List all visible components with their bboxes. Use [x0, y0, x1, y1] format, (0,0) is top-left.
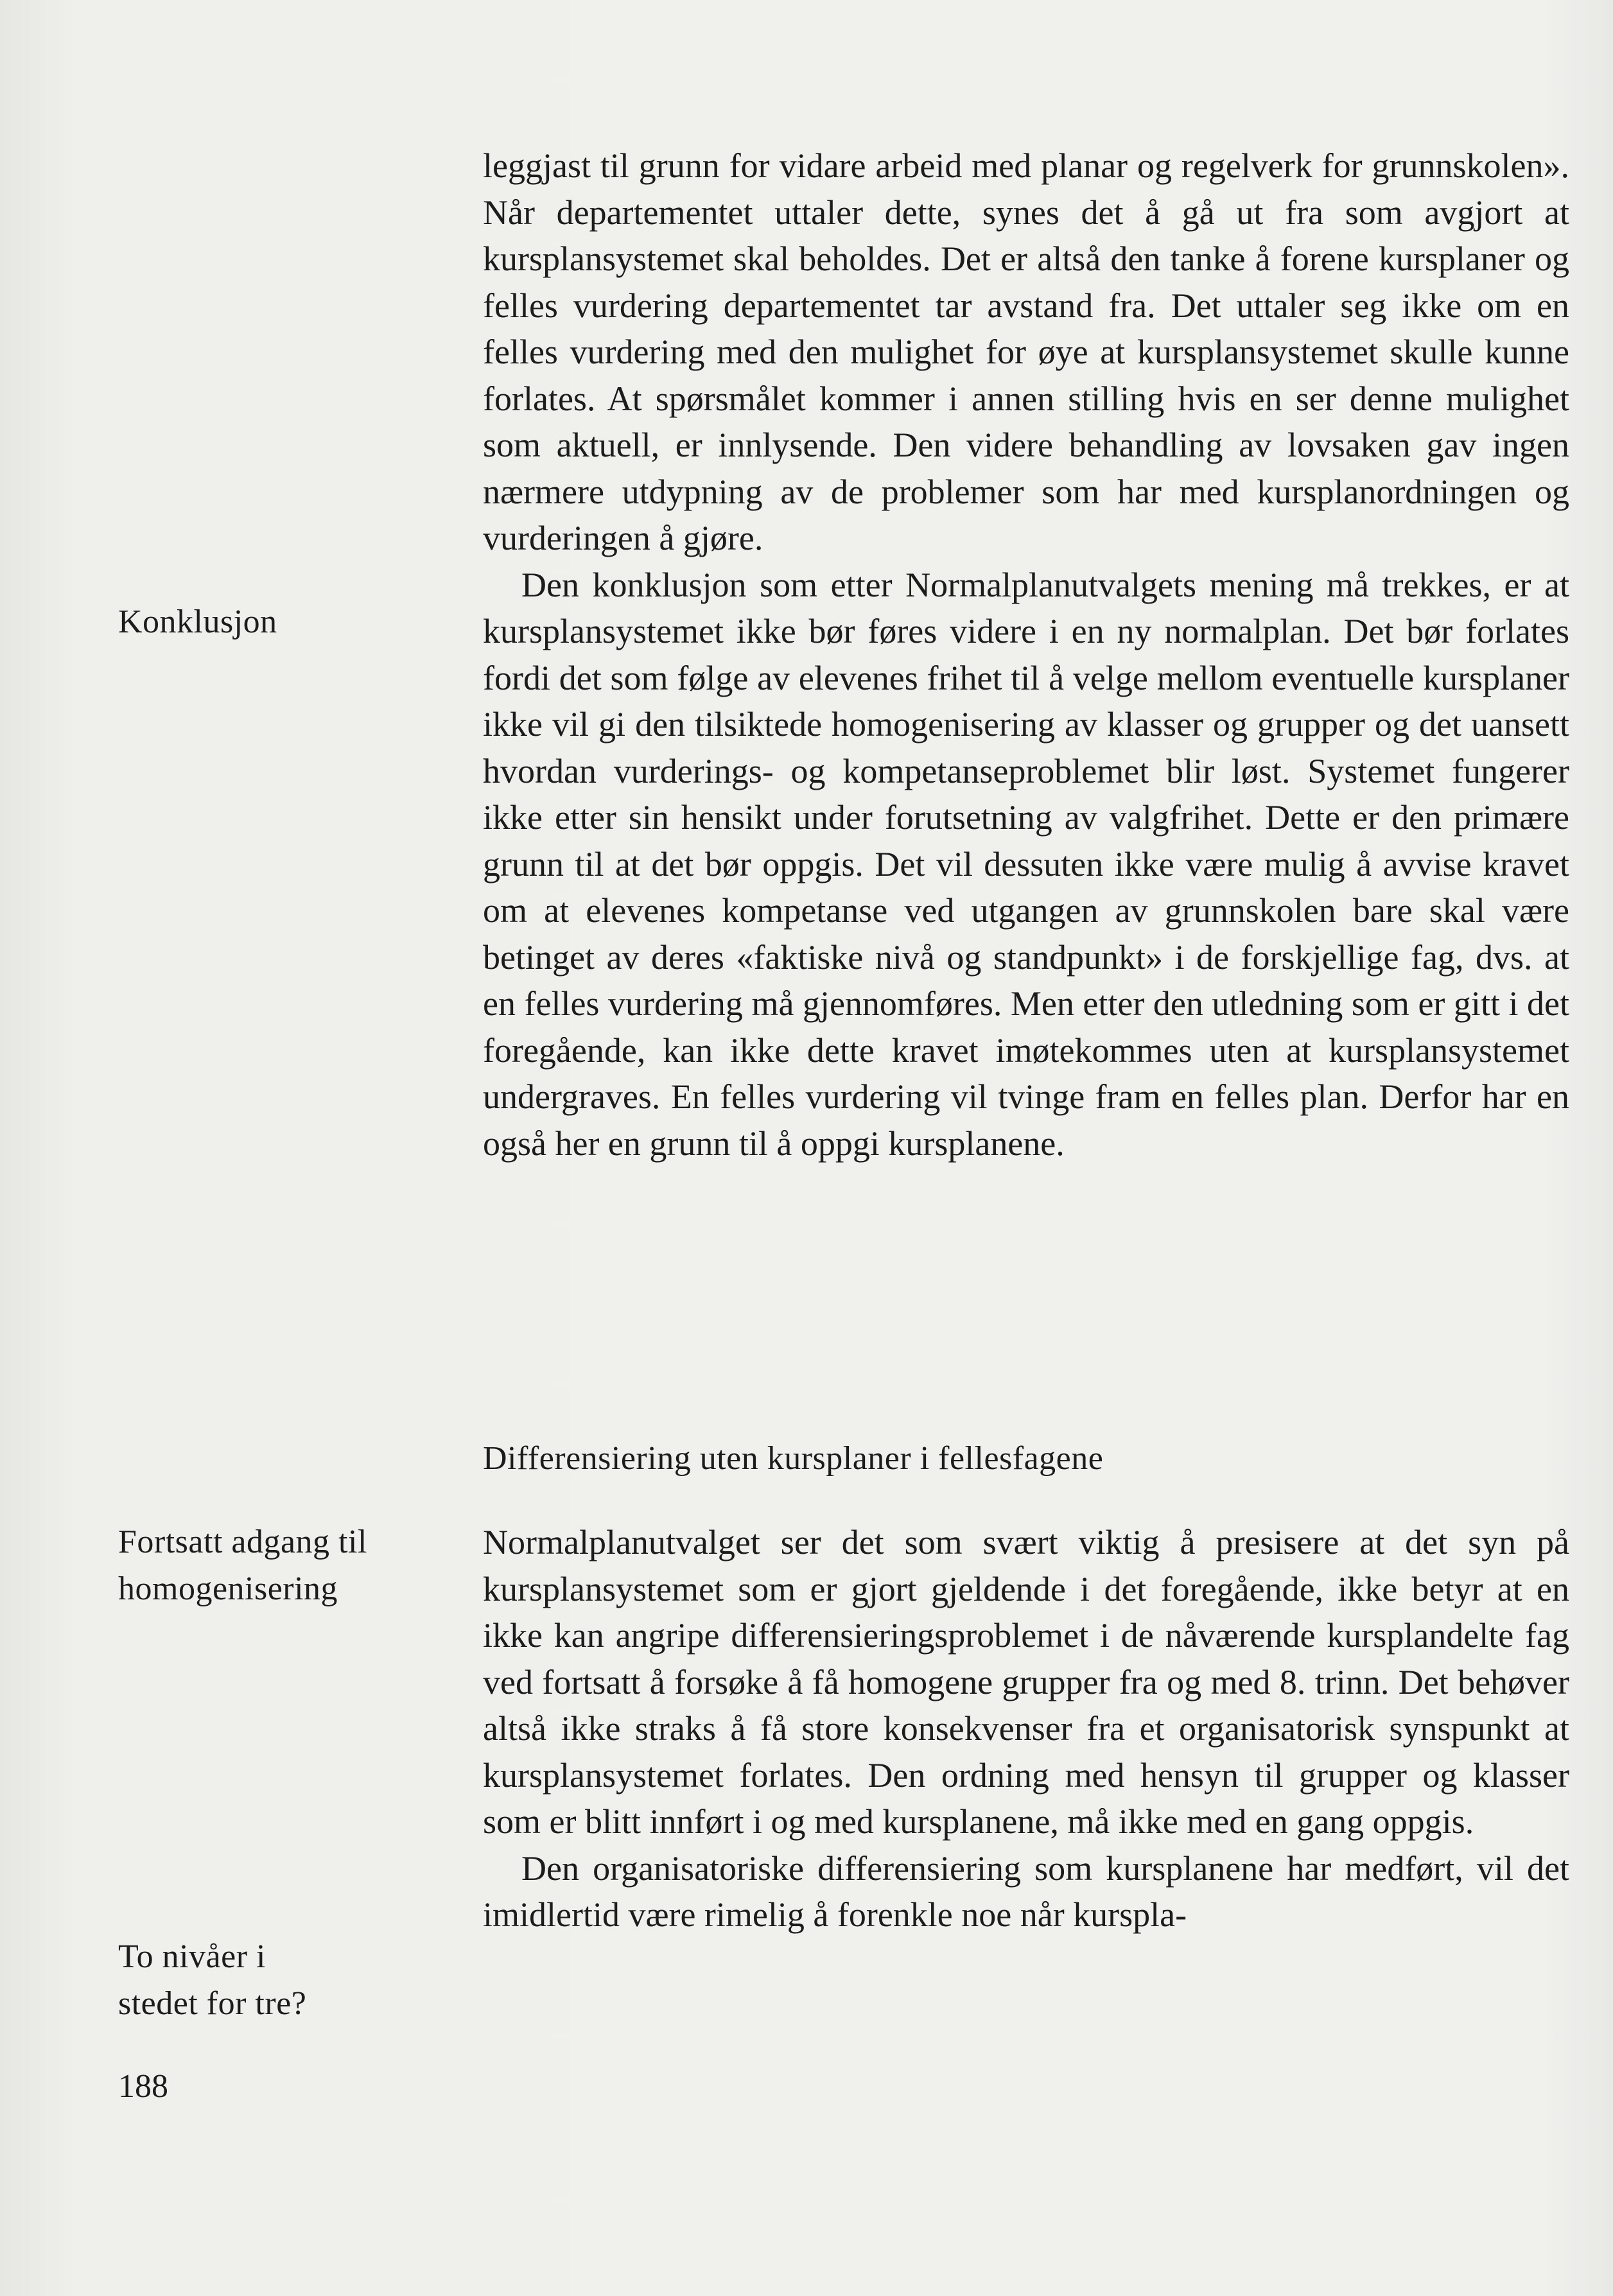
section-heading: Differensiering uten kursplaner i fellesfagene [483, 1440, 1104, 1477]
sidenote-to-nivaer-line1: To nivåer i [118, 1938, 266, 1975]
sidenote-fortsatt-line1: Fortsatt adgang til [118, 1524, 367, 1560]
sidenote-konklusjon-text: Konklusjon [118, 604, 277, 640]
paragraph-2: Den konklusjon som etter Normalplanutvalgets mening må trekkes, er at kursplansystemet ikke bør føres videre i en ny normalplan. Det bør forlates fordi det som følge av elevenes frihet til å velge mellom eventuelle kursplaner ikke vil gi den tilsiktede homogenisering av klasser og grupper og det uansett hvordan vurderings- og kompetanseproblemet blir løst. Systemet fungerer ikke etter sin hensikt under forutsetning av valgfrihet. Dette er den primære grunn til at det bør oppgis. Det vil dessuten ikke være mulig å avvise kravet om at elevenes kompetanse ved utgangen av grunnskolen bare skal være betinget av deres «faktiske nivå og standpunkt» i de forskjellige fag, dvs. at en felles vurdering må gjennomføres. Men etter den utledning som er gitt i det foregående, kan ikke dette kravet imøtekommes uten at kursplansystemet undergraves. En felles vurdering vil tvinge fram en felles plan. Derfor har en også her en grunn til å oppgi kursplanene. [483, 565, 1569, 1163]
sidenote-to-nivaer [118, 1934, 452, 2027]
sidenote-fortsatt-adgang [118, 1519, 452, 1612]
sidenote-konklusjon [118, 599, 452, 646]
sidenote-fortsatt-line2: homogenisering [118, 1570, 338, 1607]
paragraph-4: Den organisatoriske differensiering som kursplanene har medført, vil det imidlertid være rimelig å forenkle noe når kurspla- [483, 1848, 1569, 1934]
body-text-upper [483, 143, 1569, 1167]
page-number: 188 [118, 2068, 168, 2105]
paragraph-1: leggjast til grunn for vidare arbeid med planar og regelverk for grunnskolen». Når departementet uttaler dette, synes det å gå ut fra som avgjort at kursplansystemet skal beholdes. Det er altså den tanke å forene kursplaner og felles vurdering departementet tar avstand fra. Det uttaler seg ikke om en felles vurdering med den mulighet for øye at kursplansystemet skulle kunne forlates. At spørsmålet kommer i annen stilling hvis en ser denne mulighet som aktuell, er innlysende. Den videre behandling av lovsaken gav ingen nærmere utdypning av de problemer som har med kursplanordningen og vurderingen å gjøre. [483, 146, 1569, 557]
body-text-lower [483, 1519, 1569, 1938]
paragraph-3: Normalplanutvalget ser det som svært viktig å presisere at det syn på kursplansystemet som er gjort gjeldende i det foregående, ikke betyr at en ikke kan angripe differensieringsproblemet i de nåværende kursplandelte fag ved fortsatt å forsøke å få homogene grupper fra og med 8. trinn. Det behøver altså ikke straks å få store konsekvenser fra et organisatorisk synspunkt at kursplansystemet forlates. Den ordning med hensyn til grupper og klasser som er blitt innført i og med kursplanene, må ikke med en gang oppgis. [483, 1523, 1569, 1841]
sidenote-to-nivaer-line2: stedet for tre? [118, 1985, 307, 2022]
